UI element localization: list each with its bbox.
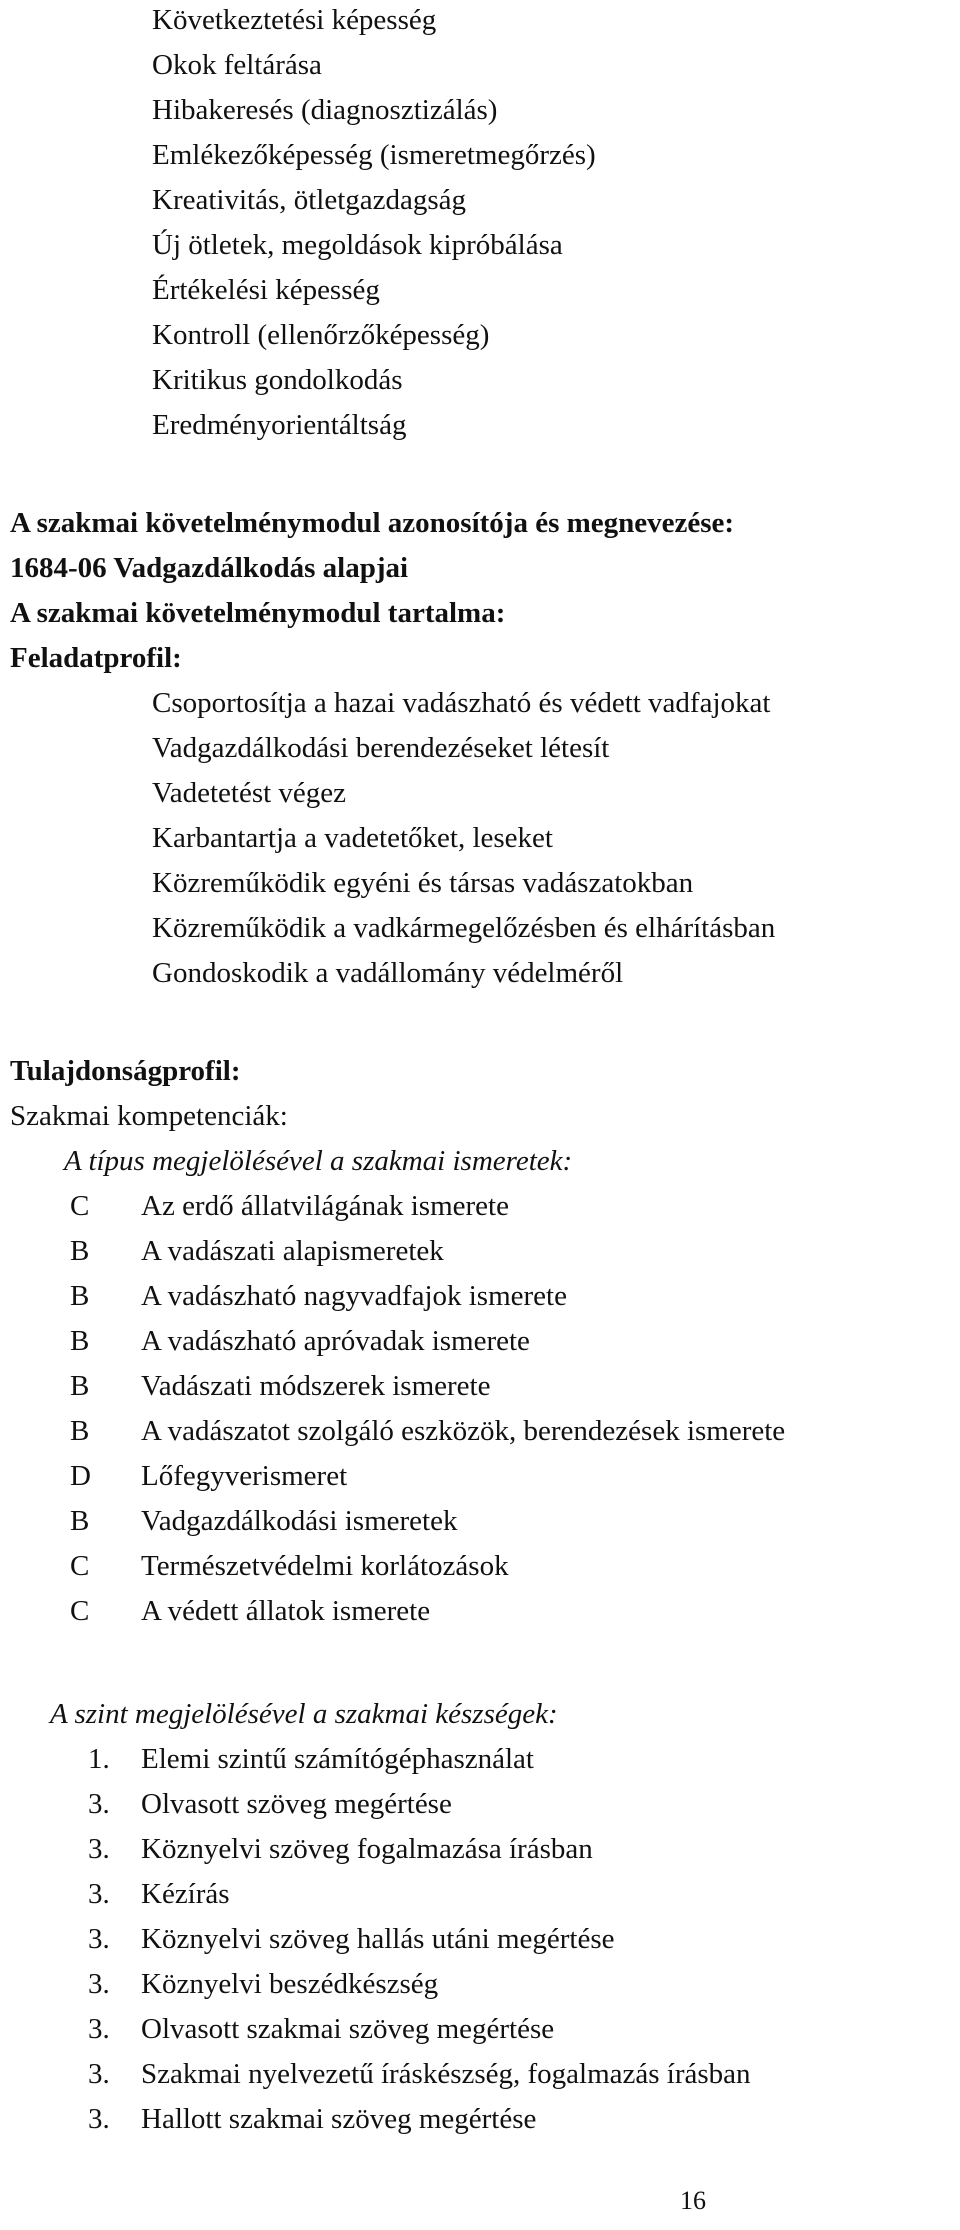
knowledge-text: Lőfegyverismeret [141,1460,348,1492]
skill-level: 3. [88,2058,110,2090]
top-list-item: Kontroll (ellenőrzőképesség) [152,319,490,351]
knowledge-code: B [70,1235,90,1267]
top-list-item: Értékelési képesség [152,274,380,306]
knowledge-text: Az erdő állatvilágának ismerete [141,1190,509,1222]
knowledge-text: A védett állatok ismerete [141,1595,431,1627]
knowledge-heading: A típus megjelölésével a szakmai ismeretek: [64,1145,573,1177]
task-item: Karbantartja a vadetetőket, leseket [152,822,553,854]
task-item: Csoportosítja a hazai vadászható és védett vadfajokat [152,687,771,719]
top-list-item: Emlékezőképesség (ismeretmegőrzés) [152,139,596,171]
top-list-item: Hibakeresés (diagnosztizálás) [152,94,498,126]
skill-level: 3. [88,1968,110,2000]
knowledge-code: B [70,1415,90,1447]
knowledge-code: B [70,1505,90,1537]
skill-level: 3. [88,1923,110,1955]
task-profile-heading: Feladatprofil: [10,642,182,674]
top-list-item: Új ötletek, megoldások kipróbálása [152,229,563,261]
skill-text: Kézírás [141,1878,230,1910]
skill-level: 3. [88,1788,110,1820]
task-item: Gondoskodik a vadállomány védelméről [152,957,624,989]
module-id-value: 1684-06 Vadgazdálkodás alapjai [10,552,409,584]
knowledge-code: C [70,1595,90,1627]
module-content-heading: A szakmai követelménymodul tartalma: [10,597,506,629]
skill-level: 3. [88,1833,110,1865]
skill-text: Olvasott szakmai szöveg megértése [141,2013,555,2045]
property-profile-heading: Tulajdonságprofil: [10,1055,241,1087]
skill-text: Köznyelvi beszédkészség [141,1968,439,2000]
top-list-item: Következtetési képesség [152,4,437,36]
knowledge-text: A vadászati alapismeretek [141,1235,444,1267]
task-item: Közreműködik a vadkármegelőzésben és elhárításban [152,912,776,944]
task-item: Közreműködik egyéni és társas vadászatokban [152,867,694,899]
task-item: Vadetetést végez [152,777,347,809]
skill-level: 3. [88,1878,110,1910]
knowledge-text: A vadászható nagyvadfajok ismerete [141,1280,567,1312]
top-list-item: Okok feltárása [152,49,322,81]
knowledge-code: C [70,1550,90,1582]
skill-text: Köznyelvi szöveg fogalmazása írásban [141,1833,593,1865]
knowledge-text: Vadászati módszerek ismerete [141,1370,491,1402]
skill-text: Hallott szakmai szöveg megértése [141,2103,537,2135]
knowledge-code: D [70,1460,91,1492]
skill-text: Elemi szintű számítógéphasználat [141,1743,534,1775]
knowledge-text: Vadgazdálkodási ismeretek [141,1505,458,1537]
skill-text: Köznyelvi szöveg hallás utáni megértése [141,1923,615,1955]
knowledge-code: C [70,1190,90,1222]
skill-level: 1. [88,1743,110,1775]
competencies-heading: Szakmai kompetenciák: [10,1100,288,1132]
knowledge-code: B [70,1370,90,1402]
knowledge-text: A vadászható apróvadak ismerete [141,1325,530,1357]
knowledge-code: B [70,1325,90,1357]
knowledge-text: Természetvédelmi korlátozások [141,1550,509,1582]
skill-text: Szakmai nyelvezetű íráskészség, fogalmazás írásban [141,2058,751,2090]
skill-level: 3. [88,2103,110,2135]
top-list-item: Eredményorientáltság [152,409,407,441]
task-item: Vadgazdálkodási berendezéseket létesít [152,732,610,764]
page-number: 16 [680,2186,706,2215]
skill-text: Olvasott szöveg megértése [141,1788,452,1820]
skills-heading: A szint megjelölésével a szakmai készségek: [50,1698,558,1730]
knowledge-code: B [70,1280,90,1312]
skill-level: 3. [88,2013,110,2045]
top-list-item: Kritikus gondolkodás [152,364,403,396]
module-id-heading: A szakmai követelménymodul azonosítója és megnevezése: [10,507,735,539]
knowledge-text: A vadászatot szolgáló eszközök, berendezések ismerete [141,1415,786,1447]
top-list-item: Kreativitás, ötletgazdagság [152,184,467,216]
